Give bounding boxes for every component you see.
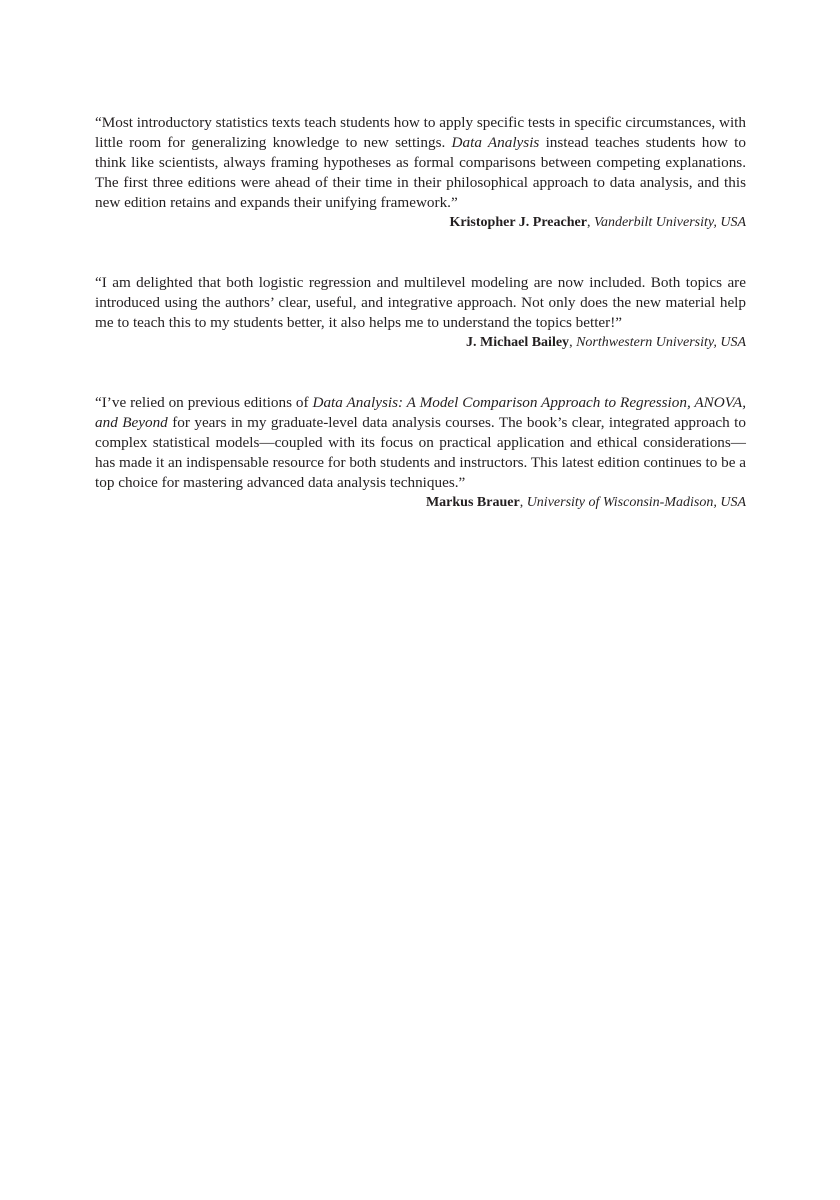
testimonial bbox=[95, 273, 746, 352]
attribution-separator: , bbox=[519, 495, 527, 510]
attribution-separator: , bbox=[586, 215, 594, 230]
testimonial-attribution bbox=[95, 493, 746, 512]
testimonial bbox=[95, 393, 746, 512]
testimonial-quote bbox=[95, 393, 746, 493]
reviewer-affiliation: Northwestern University, USA bbox=[576, 335, 746, 350]
reviewer-affiliation: University of Wisconsin-Madison, USA bbox=[526, 495, 746, 510]
testimonials-page bbox=[95, 113, 746, 512]
quote-segment: “I am delighted that both logistic regression and multilevel modeling are now included. Both topics are introduced using the authors’ clear, useful, and integrative approach. Not only does the new material help me to teach this to my students better, it also helps me to understand the topics better!” bbox=[95, 274, 746, 331]
quote-segment: for years in my graduate-level data analysis courses. The book’s clear, integrated approach to complex statistical models—coupled with its focus on practical application and ethical considerations—has made it an indispensable resource for both students and instructors. This latest edition continues to be a top choice for mastering advanced data analysis techniques.” bbox=[95, 414, 746, 491]
testimonial-quote bbox=[95, 273, 746, 333]
testimonial-quote bbox=[95, 113, 746, 213]
quote-segment: instead teaches students how to think like scientists, always framing hypotheses as formal comparisons between competing explanations. The first three editions were ahead of their time in their philosophical approach to data analysis, and this new edition retains and expands their unifying framework.” bbox=[95, 134, 746, 211]
testimonial bbox=[95, 113, 746, 232]
book-title: Data Analysis: A Model Comparison Approach to Regression, ANOVA, and Beyond bbox=[95, 394, 746, 431]
testimonial-attribution bbox=[95, 213, 746, 232]
quote-segment: “Most introductory statistics texts teach students how to apply specific tests in specific circumstances, with little room for generalizing knowledge to new settings. bbox=[95, 114, 746, 151]
reviewer-affiliation: Vanderbilt University, USA bbox=[593, 215, 746, 230]
reviewer-name: Markus Brauer bbox=[425, 495, 520, 510]
attribution-separator: , bbox=[569, 335, 577, 350]
quote-segment: “I’ve relied on previous editions of bbox=[95, 394, 313, 411]
testimonial-attribution bbox=[95, 333, 746, 352]
reviewer-name: J. Michael Bailey bbox=[466, 335, 570, 350]
book-title: Data Analysis bbox=[451, 134, 540, 151]
reviewer-name: Kristopher J. Preacher bbox=[449, 215, 587, 230]
